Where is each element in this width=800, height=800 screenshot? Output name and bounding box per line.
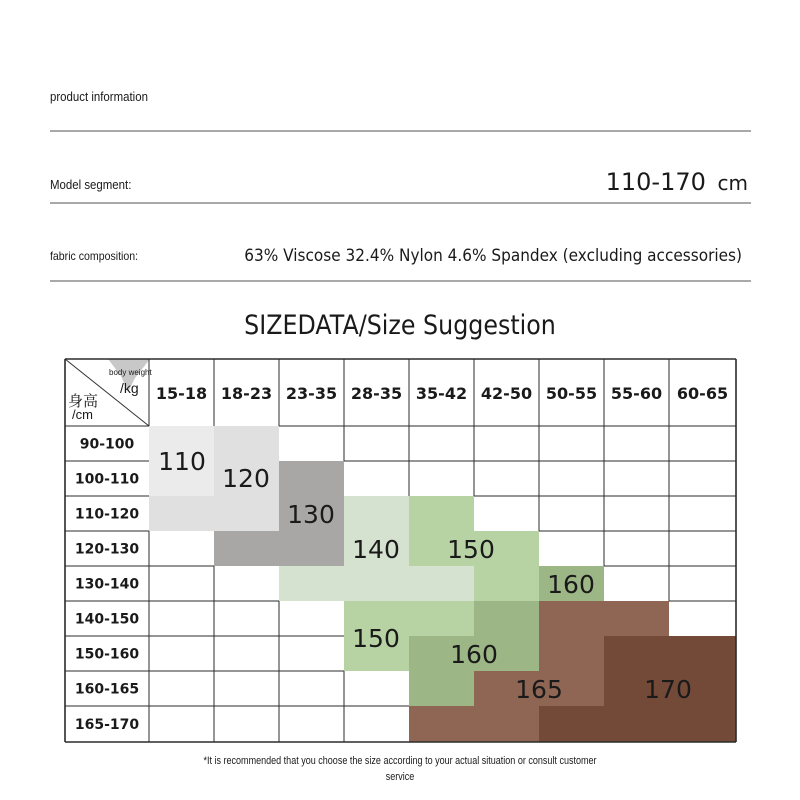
- chart-title: SIZEDATA/Size Suggestion: [244, 310, 556, 341]
- size-label-120: 120: [222, 464, 270, 493]
- size-label-170: 170: [644, 675, 692, 704]
- size-label-165: 165: [515, 675, 563, 704]
- weight-column-header: 18-23: [220, 384, 273, 403]
- size-cell-150: [409, 601, 474, 636]
- weight-column-header: 55-60: [610, 384, 663, 403]
- size-cell-130: [279, 461, 344, 496]
- size-label-150: 150: [352, 624, 400, 653]
- size-cell-140: [409, 566, 474, 601]
- size-label-110: 110: [158, 447, 206, 476]
- height-row-header: 160-165: [74, 681, 140, 698]
- size-cell-165: [474, 706, 539, 742]
- size-cell-130: [279, 531, 344, 566]
- height-row-header: 140-150: [74, 611, 140, 628]
- size-cell-165: [604, 601, 669, 636]
- weight-column-header: 28-35: [350, 384, 403, 403]
- corner-weight-unit: /kg: [120, 380, 139, 396]
- size-cell-140: [344, 496, 409, 531]
- size-cell-160: [474, 601, 539, 636]
- model-segment-range: 110-170: [605, 168, 706, 196]
- size-cell-170: [604, 636, 669, 671]
- height-row-header: 110-120: [74, 506, 140, 523]
- size-cell-140: [279, 566, 344, 601]
- size-label-140: 140: [352, 535, 400, 564]
- size-cell-165: [539, 601, 604, 636]
- model-segment-unit: cm: [717, 171, 748, 195]
- model-segment-label: Model segment:: [50, 177, 132, 192]
- size-cell-170: [669, 706, 736, 742]
- size-cell-165: [409, 706, 474, 742]
- height-row-header: 90-100: [79, 436, 135, 453]
- fabric-label: fabric composition:: [50, 249, 139, 263]
- size-cell-120: [149, 496, 214, 531]
- weight-column-header: 50-55: [545, 384, 598, 403]
- size-cell-120: [214, 426, 279, 461]
- size-cell-165: [539, 636, 604, 671]
- size-label-130: 130: [287, 500, 335, 529]
- height-row-header: 150-160: [74, 646, 140, 663]
- weight-column-header: 42-50: [480, 384, 533, 403]
- info-heading: product information: [50, 89, 148, 104]
- weight-column-header: 15-18: [155, 384, 208, 403]
- weight-column-header: 23-35: [285, 384, 338, 403]
- height-row-header: 165-170: [74, 717, 140, 733]
- size-cell-170: [669, 636, 736, 671]
- weight-column-header: 35-42: [415, 384, 468, 403]
- size-cell-150: [409, 496, 474, 531]
- size-label-160: 160: [450, 640, 498, 669]
- size-cell-160: [409, 671, 474, 706]
- size-label-160: 160: [547, 570, 595, 599]
- size-cell-130: [214, 531, 279, 566]
- corner-height-unit: /cm: [72, 407, 93, 422]
- corner-weight-label: body weight: [109, 368, 152, 377]
- size-cell-170: [539, 706, 604, 742]
- size-label-150: 150: [447, 535, 495, 564]
- weight-column-header: 60-65: [676, 384, 729, 403]
- size-cell-170: [604, 706, 669, 742]
- height-row-header: 100-110: [74, 471, 140, 488]
- size-cell-120: [214, 496, 279, 531]
- height-row-header: 120-130: [74, 541, 140, 558]
- size-cell-140: [344, 566, 409, 601]
- footnote-line-1: *It is recommended that you choose the size according to your actual situation or consult customer: [203, 755, 597, 767]
- fabric-composition: 63% Viscose 32.4% Nylon 4.6% Spandex (excluding accessories): [244, 246, 742, 266]
- corner-height-label: 身高: [68, 393, 99, 410]
- size-cell-150: [474, 566, 539, 601]
- footnote-line-2: service: [385, 771, 415, 783]
- height-row-header: 130-140: [74, 576, 140, 593]
